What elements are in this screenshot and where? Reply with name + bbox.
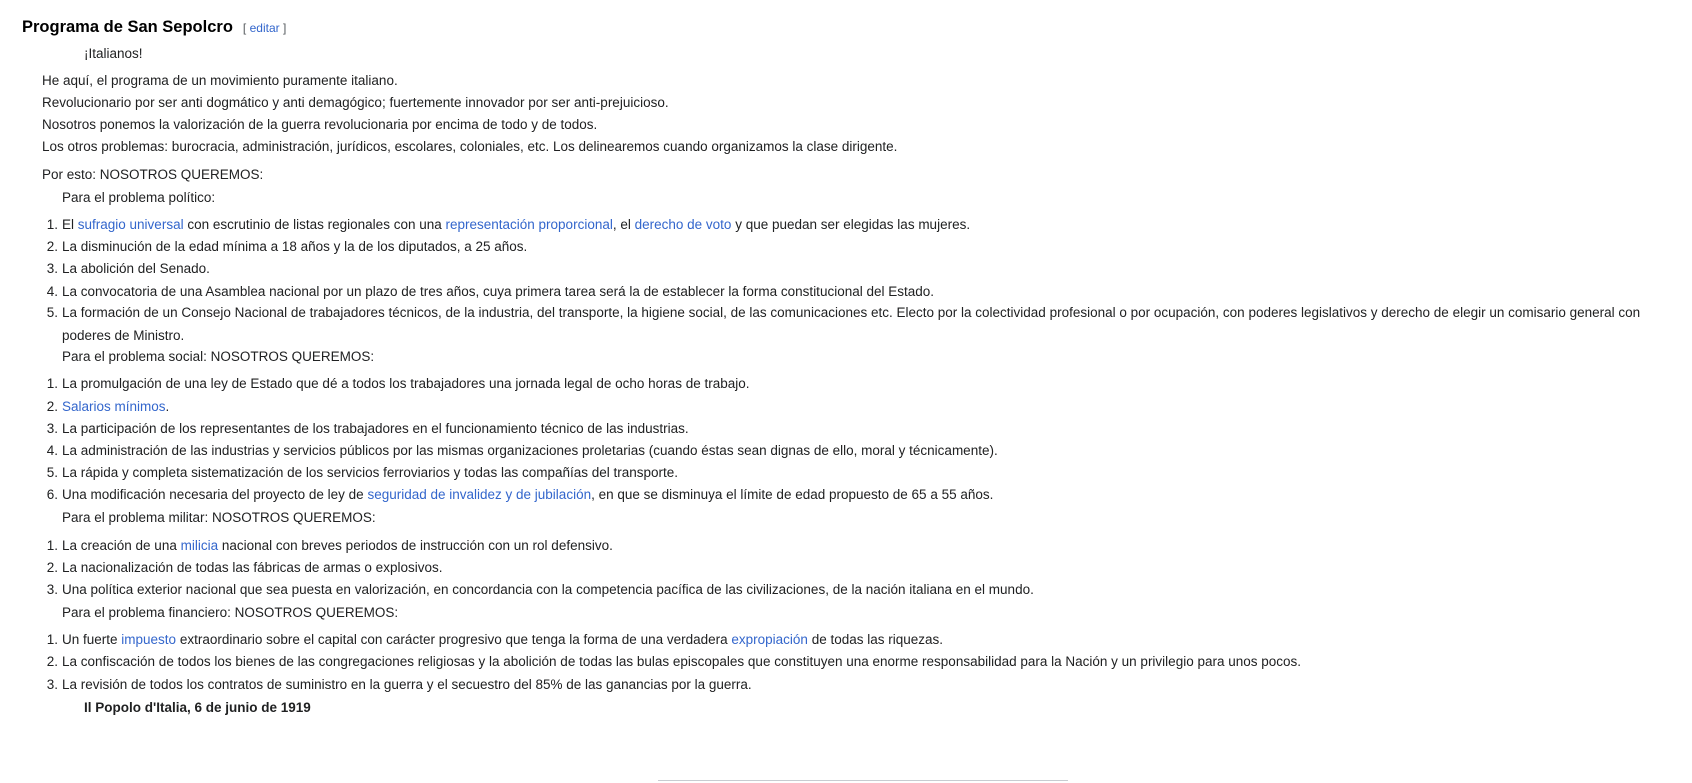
list-item: 1. La creación de una milicia nacional con breves periodos de instrucción con un rol defensivo. [46, 538, 613, 553]
social-heading: Para el problema social: NOSOTROS QUEREMOS: [62, 349, 375, 364]
intro-line: Nosotros ponemos la valorización de la guerra revolucionaria por encima de todo y de todos. [42, 117, 598, 132]
edit-section: [ editar ] [242, 21, 287, 35]
link-salarios-minimos[interactable]: Salarios mínimos [62, 399, 166, 414]
list-item: 1. La promulgación de una ley de Estado que dé a todos los trabajadores una jornada legal de ocho horas de trabajo. [46, 376, 750, 391]
list-item: 4. La administración de las industrias y servicios públicos por las mismas organizaciones proletarias (cuando éstas sean dignas de ello, moral y técnicamente). [46, 443, 998, 458]
greeting: ¡Italianos! [84, 46, 143, 61]
intro-line: Revolucionario por ser anti dogmático y anti demagógico; fuertemente innovador por ser anti-prejuicioso. [42, 95, 669, 110]
financial-heading: Para el problema financiero: NOSOTROS QUEREMOS: [62, 605, 399, 620]
list-item: 3. Una política exterior nacional que sea puesta en valorización, en concordancia con la competencia pacífica de las civilizaciones, de la nación italiana en el mundo. [46, 582, 1034, 597]
section-heading [22, 18, 286, 37]
link-expropiacion[interactable]: expropiación [731, 632, 808, 647]
list-item: 3. La abolición del Senado. [46, 261, 210, 276]
list-item: 2. Salarios mínimos. [46, 399, 170, 414]
por-esto: Por esto: NOSOTROS QUEREMOS: [42, 167, 264, 182]
link-derecho-de-voto[interactable]: derecho de voto [634, 217, 732, 232]
intro-line: He aquí, el programa de un movimiento puramente italiano. [42, 73, 398, 88]
list-item: 5. La rápida y completa sistematización de los servicios ferroviarios y todas las compañías del transporte. [46, 465, 679, 480]
list-item: 1. El sufragio universal con escrutinio de listas regionales con una representación proporcional, el derecho de voto y que puedan ser elegidas las mujeres. [46, 217, 971, 232]
edit-link[interactable]: editar [249, 21, 280, 35]
list-item: 3. La participación de los representantes de los trabajadores en el funcionamiento técnico de las industrias. [46, 421, 689, 436]
link-seguridad-invalidez[interactable]: seguridad de invalidez y de jubilación [367, 487, 592, 502]
intro-line: Los otros problemas: burocracia, administración, jurídicos, escolares, coloniales, etc. Los delinearemos cuando organizamos la clase dirigente. [42, 139, 898, 154]
list-item: 5. La formación de un Consejo Nacional de trabajadores técnicos, de la industria, del transporte, la higiene social, de las comunicaciones etc. Electo por la colectividad profesional o por ocupación, con poderes legislativos y derecho de elegir un comisario general con poderes de Ministro. [46, 305, 1641, 343]
list-item: 6. Una modificación necesaria del proyecto de ley de seguridad de invalidez y de jubilación, en que se disminuya el límite de edad propuesto de 65 a 55 años. [46, 487, 994, 502]
list-item: 4. La convocatoria de una Asamblea nacional por un plazo de tres años, cuya primera tarea será la de establecer la forma constitucional del Estado. [46, 284, 935, 299]
list-item: 1. Un fuerte impuesto extraordinario sobre el capital con carácter progresivo que tenga la forma de una verdadera expropiación de todas las riquezas. [46, 632, 944, 647]
link-impuesto[interactable]: impuesto [121, 632, 177, 647]
section-title: Programa de San Sepolcro [22, 18, 233, 36]
list-item: 2. La disminución de la edad mínima a 18 años y la de los diputados, a 25 años. [46, 239, 528, 254]
list-item: 2. La nacionalización de todas las fábricas de armas o explosivos. [46, 560, 443, 575]
link-representacion-proporcional[interactable]: representación proporcional [445, 217, 613, 232]
link-milicia[interactable]: milicia [180, 538, 219, 553]
political-heading: Para el problema político: [62, 190, 216, 205]
list-item: 3. La revisión de todos los contratos de suministro en la guerra y el secuestro del 85% de las ganancias por la guerra. [46, 677, 752, 692]
list-item: 2. La confiscación de todos los bienes de las congregaciones religiosas y la abolición de todas las bulas episcopales que constituyen una enorme responsabilidad para la Nación y un privilegio para unos pocos. [46, 654, 1302, 669]
link-sufragio-universal[interactable]: sufragio universal [77, 217, 184, 232]
military-heading: Para el problema militar: NOSOTROS QUEREMOS: [62, 510, 376, 525]
signature: Il Popolo d'Italia, 6 de junio de 1919 [84, 700, 311, 715]
